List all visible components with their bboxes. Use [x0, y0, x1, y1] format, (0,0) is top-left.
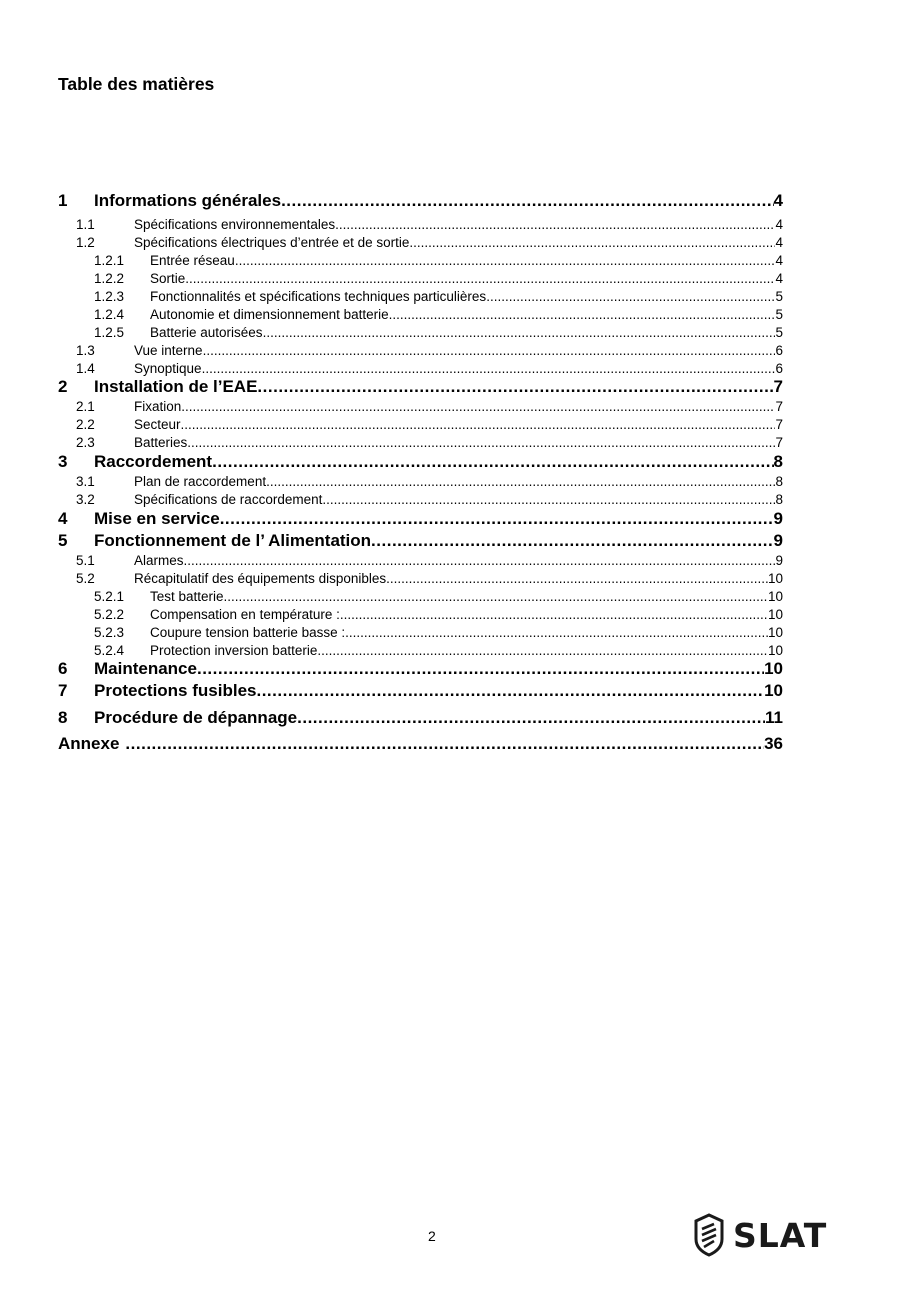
- toc-entry-number: 5.2.1: [94, 589, 125, 604]
- toc-dot-leader: [322, 491, 775, 509]
- toc-entry-title: Vue interne: [134, 343, 203, 358]
- toc-entry-number: 8: [58, 708, 68, 727]
- toc-dot-leader: [486, 288, 775, 306]
- toc-entry[interactable]: [58, 270, 783, 288]
- toc-dot-leader: [409, 234, 775, 252]
- toc-entry-number: 5.2.2: [94, 607, 125, 622]
- toc-entry-number: 1.1: [76, 217, 95, 232]
- toc-entry[interactable]: [58, 473, 783, 491]
- toc-entry-title: Récapitulatif des équipements disponibles: [134, 571, 387, 586]
- toc-entry-number: 1.2.5: [94, 325, 125, 340]
- toc-entry-title: Batterie autorisées: [150, 325, 263, 340]
- toc-dot-leader: [386, 570, 768, 588]
- toc-entry-page: 9: [773, 531, 783, 550]
- toc-entry[interactable]: [58, 508, 783, 530]
- toc-entry-page: 4: [773, 191, 783, 210]
- toc-entry-title: Entrée réseau: [150, 253, 235, 268]
- toc-dot-leader: [220, 508, 774, 530]
- toc-entry-title: Fixation: [134, 399, 182, 414]
- toc-entry-page: 10: [767, 643, 783, 658]
- toc-entry-number: 1.2: [76, 235, 95, 250]
- toc-entry-page: 10: [767, 571, 783, 586]
- toc-entry-number: 3.1: [76, 474, 95, 489]
- toc-entry-title: Installation de l’EAE: [94, 377, 258, 396]
- toc-entry-page: 11: [765, 708, 783, 727]
- page-title: Table des matières: [58, 74, 215, 94]
- toc-entry[interactable]: [58, 306, 783, 324]
- page-number: 2: [428, 1228, 436, 1244]
- toc-entry-number: 1.4: [76, 361, 95, 376]
- toc-entry[interactable]: [58, 324, 783, 342]
- toc-entry[interactable]: [58, 624, 783, 642]
- toc-entry-title: Spécifications de raccordement: [134, 492, 323, 507]
- toc-entry-number: 2.3: [76, 435, 95, 450]
- toc-entry-page: 7: [773, 377, 783, 396]
- toc-entry-title: Procédure de dépannage: [94, 708, 298, 727]
- toc-dot-leader: [256, 680, 764, 702]
- toc-dot-leader: [389, 306, 776, 324]
- toc-dot-leader: [297, 707, 765, 729]
- toc-dot-leader: [181, 416, 776, 434]
- toc-dot-leader: [203, 342, 776, 360]
- toc-entry-title: Synoptique: [134, 361, 202, 376]
- toc-entry-number: 6: [58, 659, 68, 678]
- toc-entry-number: 2.1: [76, 399, 95, 414]
- toc-entry-number: 1.2.4: [94, 307, 125, 322]
- toc-dot-leader: [212, 451, 773, 473]
- toc-entry-title: Alarmes: [134, 553, 184, 568]
- toc-entry-title: Secteur: [134, 417, 181, 432]
- toc-entry[interactable]: [58, 416, 783, 434]
- toc-entry-title: Spécifications environnementales: [134, 217, 336, 232]
- toc-dot-leader: [187, 434, 775, 452]
- toc-entry[interactable]: [58, 190, 783, 212]
- toc-entry[interactable]: [58, 570, 783, 588]
- toc-dot-leader: [281, 190, 773, 212]
- toc-entry-number: 2.2: [76, 417, 95, 432]
- toc-entry-page: 4: [775, 271, 783, 286]
- toc-entry-number: 5: [58, 531, 68, 550]
- toc-dot-leader: [257, 376, 773, 398]
- toc-entry-title: Protection inversion batterie: [150, 643, 318, 658]
- toc-entry-number: 1.3: [76, 343, 95, 358]
- toc-entry-page: 4: [775, 253, 783, 268]
- slat-logo: [693, 1213, 827, 1257]
- toc-entry-title: Sortie: [150, 271, 186, 286]
- toc-entry-title: Informations générales: [94, 191, 282, 210]
- logo-text: SLAT: [733, 1215, 828, 1255]
- toc-entry[interactable]: [58, 588, 783, 606]
- toc-entry-page: 8: [775, 492, 783, 507]
- toc-entry-page: 4: [775, 235, 783, 250]
- toc-entry-number: 5.2.4: [94, 643, 125, 658]
- toc-entry[interactable]: [58, 530, 783, 552]
- toc-entry-title: Plan de raccordement: [134, 474, 267, 489]
- toc-entry[interactable]: [58, 658, 783, 680]
- toc-entry-title: Coupure tension batterie basse :: [150, 625, 346, 640]
- toc-entry-page: 5: [775, 289, 783, 304]
- toc-entry-page: 8: [775, 474, 783, 489]
- toc-entry-page: 9: [773, 509, 783, 528]
- toc-entry[interactable]: [58, 451, 783, 473]
- toc-dot-leader: [184, 552, 776, 570]
- toc-entry-number: 5.2.3: [94, 625, 125, 640]
- toc-entry-page: 7: [775, 435, 783, 450]
- toc-entry[interactable]: [58, 680, 783, 702]
- toc-dot-leader: [335, 216, 775, 234]
- toc-entry-page: 8: [773, 452, 783, 471]
- toc-entry-page: 9: [775, 553, 783, 568]
- toc-entry-number: 5.2: [76, 571, 95, 586]
- toc-entry-number: 1.2.2: [94, 271, 125, 286]
- toc-entry-page: 6: [775, 361, 783, 376]
- toc-entry[interactable]: [58, 216, 783, 234]
- toc-entry[interactable]: [58, 398, 783, 416]
- toc-entry[interactable]: [58, 733, 783, 755]
- toc-entry-page: 7: [775, 399, 783, 414]
- toc-dot-leader: [119, 733, 764, 755]
- toc-entry[interactable]: [58, 234, 783, 252]
- toc-entry[interactable]: [58, 491, 783, 509]
- toc-dot-leader: [371, 530, 773, 552]
- toc-entry[interactable]: [58, 252, 783, 270]
- toc-entry-title: Test batterie: [150, 589, 224, 604]
- toc-entry-page: 5: [775, 307, 783, 322]
- toc-dot-leader: [181, 398, 775, 416]
- toc-entry-title: Fonctionnement de l’ Alimentation: [94, 531, 372, 550]
- toc-entry-number: 1.2.3: [94, 289, 125, 304]
- slat-shield-icon: [693, 1213, 725, 1257]
- toc-dot-leader: [197, 658, 764, 680]
- toc-entry[interactable]: [58, 552, 783, 570]
- toc-entry-page: 10: [764, 659, 783, 678]
- toc-dot-leader: [235, 252, 776, 270]
- toc-entry[interactable]: [58, 606, 783, 624]
- toc-entry[interactable]: [58, 434, 783, 452]
- toc-entry-page: 6: [775, 343, 783, 358]
- toc-entry-page: 36: [764, 734, 783, 753]
- toc-entry-page: 10: [767, 607, 783, 622]
- toc-entry[interactable]: [58, 288, 783, 306]
- toc-entry-number: 1: [58, 191, 68, 210]
- toc-entry-number: 3: [58, 452, 68, 471]
- toc-entry-page: 10: [764, 681, 783, 700]
- toc-entry-number: 5.1: [76, 553, 95, 568]
- toc-entry-title: Batteries: [134, 435, 188, 450]
- toc-entry-number: 2: [58, 377, 68, 396]
- toc-entry-page: 10: [767, 589, 783, 604]
- toc-entry-page: 5: [775, 325, 783, 340]
- toc-entry-title: Protections fusibles: [94, 681, 257, 700]
- toc-entry-number: 1.2.1: [94, 253, 125, 268]
- toc-entry-title: Spécifications électriques d’entrée et de sortie: [134, 235, 410, 250]
- toc-dot-leader: [345, 624, 768, 642]
- toc-dot-leader: [263, 324, 776, 342]
- toc-entry-number: 7: [58, 681, 68, 700]
- toc-entry-title: Mise en service: [94, 509, 220, 528]
- toc-dot-leader: [340, 606, 768, 624]
- toc-entry-page: 7: [775, 417, 783, 432]
- toc-entry[interactable]: [58, 376, 783, 398]
- toc-entry-title: Maintenance: [94, 659, 197, 678]
- toc-entry-number: 4: [58, 509, 68, 528]
- toc-entry-title: Fonctionnalités et spécifications techniques particulières: [150, 289, 487, 304]
- toc-entry[interactable]: [58, 342, 783, 360]
- toc-entry-page: 10: [767, 625, 783, 640]
- toc-entry[interactable]: [58, 707, 783, 729]
- toc-entry-title: Annexe: [58, 734, 120, 753]
- toc-entry-number: 3.2: [76, 492, 95, 507]
- toc-dot-leader: [224, 588, 768, 606]
- toc-dot-leader: [185, 270, 775, 288]
- toc-entry-title: Autonomie et dimensionnement batterie: [150, 307, 389, 322]
- toc-entry-title: Compensation en température :: [150, 607, 340, 622]
- toc-dot-leader: [266, 473, 775, 491]
- toc-entry-title: Raccordement: [94, 452, 213, 471]
- toc-entry-page: 4: [775, 217, 783, 232]
